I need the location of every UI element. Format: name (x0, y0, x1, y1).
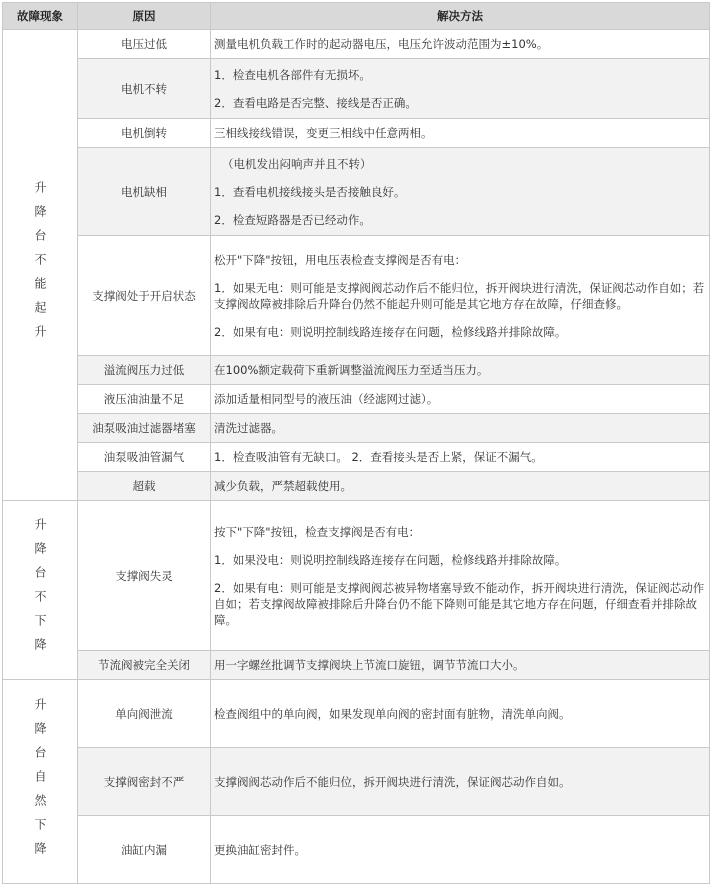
table-row (3, 443, 710, 472)
solution-line: （电机发出闷响声并且不转） (222, 156, 372, 171)
cause-cell: 液压油油量不足 (78, 385, 211, 414)
cause-cell: 溢流阀压力过低 (78, 356, 211, 385)
table-row (3, 148, 710, 236)
solution-cell (211, 443, 710, 472)
table-row (3, 236, 710, 356)
solution-cell (211, 148, 710, 236)
symptom-cell: 升降台自然下降 (3, 680, 78, 884)
solution-line: 1．如果没电：则说明控制线路连接存在问题，检修线路并排除故障。 (214, 552, 567, 567)
cause-cell: 支撑阀密封不严 (78, 748, 211, 816)
table-row (3, 30, 710, 59)
cause-cell: 油泵吸油过滤器堵塞 (78, 414, 211, 443)
troubleshooting-table (2, 2, 710, 884)
table-row (3, 816, 710, 884)
cause-cell: 单向阀泄流 (78, 680, 211, 748)
cause-cell: 支撑阀处于开启状态 (78, 236, 211, 356)
cause-cell: 支撑阀失灵 (78, 501, 211, 651)
table-row (3, 356, 710, 385)
table-row (3, 414, 710, 443)
solution-line: 减少负载，严禁超载使用。 (214, 479, 352, 493)
header-solution: 解决方法 (211, 3, 710, 30)
solution-cell (211, 651, 710, 680)
solution-line: 更换油缸密封件。 (214, 842, 306, 857)
cause-cell: 油泵吸油管漏气 (78, 443, 211, 472)
solution-cell (211, 356, 710, 385)
header-symptom: 故障现象 (3, 3, 78, 30)
solution-cell (211, 59, 710, 119)
solution-line: 三相线接线错误，变更三相线中任意两相。 (214, 126, 433, 140)
solution-cell (211, 472, 710, 501)
header-cause: 原因 (78, 3, 211, 30)
solution-line: 1．检查吸油管有无缺口。 2．查看接头是否上紧，保证不漏气。 (214, 450, 543, 464)
solution-cell (211, 748, 710, 816)
table-body (3, 30, 710, 884)
solution-line: 1．查看电机接线接头是否接触良好。 (214, 184, 406, 199)
solution-cell (211, 816, 710, 884)
solution-line: 添加适量相同型号的液压油（经滤网过滤）。 (214, 392, 439, 406)
solution-cell (211, 414, 710, 443)
solution-line: 测量电机负载工作时的起动器电压，电压允许波动范围为±10%。 (214, 37, 549, 51)
cause-cell: 电机缺相 (78, 148, 211, 236)
solution-line: 清洗过滤器。 (214, 421, 283, 435)
table-row (3, 748, 710, 816)
solution-line: 按下"下降"按钮，检查支撑阀是否有电： (214, 524, 421, 539)
solution-line: 1．如果无电：则可能是支撑阀阀芯动作后不能归位，拆开阀块进行清洗，保证阀芯动作自如；若支撑阀故障被排除后升降台仍然不能起升则可能是其它地方存在故障，仔细查修。 (214, 280, 705, 311)
cause-cell: 油缸内漏 (78, 816, 211, 884)
solution-cell (211, 236, 710, 356)
table-row (3, 472, 710, 501)
table-row (3, 680, 710, 748)
solution-line: 2．查看电路是否完整、接线是否正确。 (214, 95, 417, 110)
solution-line: 在100%额定载荷下重新调整溢流阀压力至适当压力。 (214, 363, 489, 377)
solution-cell (211, 30, 710, 59)
solution-line: 1．检查电机各部件有无损坏。 (214, 67, 371, 82)
cause-cell: 电机不转 (78, 59, 211, 119)
solution-cell (211, 385, 710, 414)
solution-line: 用一字螺丝批调节支撑阀块上节流口旋钮，调节节流口大小。 (214, 658, 525, 672)
solution-cell (211, 680, 710, 748)
symptom-cell: 升降台不能起升 (3, 30, 78, 501)
solution-line: 支撑阀阀芯动作后不能归位，拆开阀块进行清洗，保证阀芯动作自如。 (214, 774, 571, 789)
table-row (3, 651, 710, 680)
solution-line: 检查阀组中的单向阀，如果发现单向阀的密封面有脏物，清洗单向阀。 (214, 706, 571, 721)
cause-cell: 电机倒转 (78, 119, 211, 148)
solution-line: 2．如果有电：则说明控制线路连接存在问题，检修线路并排除故障。 (214, 324, 567, 339)
solution-line: 2．检查短路器是否已经动作。 (214, 212, 371, 227)
table-row (3, 501, 710, 651)
solution-line: 2．如果有电：则可能是支撑阀阀芯被异物堵塞导致不能动作，拆开阀块进行清洗，保证阀芯动作自如；若支撑阀故障被排除后升降台仍不能下降则可能是其它地方存在问题，仔细查看并排除故障。 (214, 580, 705, 627)
table-row (3, 59, 710, 119)
solution-line: 松开"下降"按钮，用电压表检查支撑阀是否有电： (214, 252, 467, 267)
table-row (3, 119, 710, 148)
cause-cell: 电压过低 (78, 30, 211, 59)
table-row (3, 385, 710, 414)
cause-cell: 超载 (78, 472, 211, 501)
solution-cell (211, 501, 710, 651)
solution-cell (211, 119, 710, 148)
cause-cell: 节流阀被完全关闭 (78, 651, 211, 680)
header-row (3, 3, 710, 30)
symptom-cell: 升降台不下降 (3, 501, 78, 680)
